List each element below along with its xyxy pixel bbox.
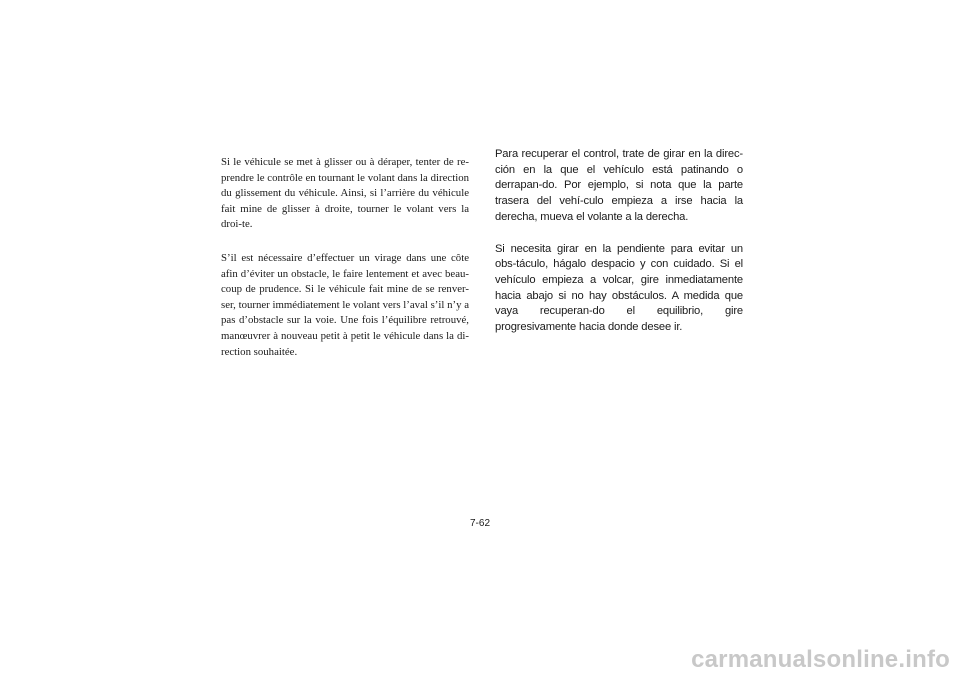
watermark: carmanualsonline.info <box>691 646 950 673</box>
french-paragraph-2: S’il est nécessaire d’effectuer un virage dans une côte afin d’éviter un obstacle, le faire lentement et avec beau-coup de prudence. Si le véhicule fait mine de se renver-ser, tourner immédiatement le volant vers l’aval s’il n’y a pas d’obstacle sur la voie. Une fois l’équilibre retrouvé, manœuvrer à nouveau petit à petit le véhicule dans la di-rection souhaitée. <box>221 251 469 358</box>
spanish-paragraph-2: Si necesita girar en la pendiente para evitar un obs-táculo, hágalo despacio y con cuidado. Si el vehículo empieza a volcar, gire inmediatamente hacia abajo si no hay obstáculos. A medida que vaya recuperan-do el equilibrio, gire progresivamente hacia donde desee ir. <box>495 242 743 334</box>
page-number: 7-62 <box>469 518 490 529</box>
spanish-paragraph-1: Para recuperar el control, trate de girar en la direc-ción en la que el vehículo está patinando o derrapan-do. Por ejemplo, si nota que la parte trasera del vehí-culo empieza a irse hacia la derecha, mueva el volante a la derecha. <box>495 148 743 223</box>
spanish-column <box>495 147 743 336</box>
french-column <box>221 155 469 360</box>
french-paragraph-1: Si le véhicule se met à glisser ou à déraper, tenter de re-prendre le contrôle en tournant le volant dans la direction du glissement du véhicule. Ainsi, si l’arrière du véhicule fait mine de glisser à droite, tourner le volant vers la droi-te. <box>221 156 469 231</box>
